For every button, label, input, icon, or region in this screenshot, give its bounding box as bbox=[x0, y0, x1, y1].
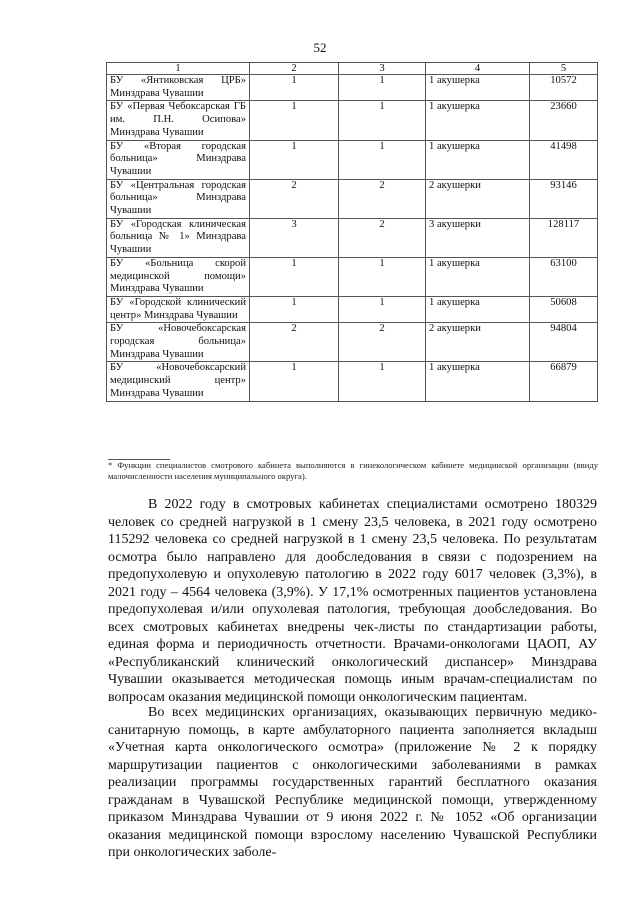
organization-cell: БУ «Янтиковская ЦРБ» Минздрава Чувашии bbox=[107, 75, 250, 101]
organization-cell: БУ «Больница скорой медицинской помощи» Минздрава Чувашии bbox=[107, 257, 250, 296]
midwives-table bbox=[106, 62, 598, 402]
count-cell: 2 bbox=[339, 218, 426, 257]
column-header-4: 4 bbox=[426, 63, 530, 75]
table-row bbox=[107, 362, 598, 401]
table-row bbox=[107, 101, 598, 140]
page-number: 52 bbox=[313, 40, 327, 55]
column-header-3: 3 bbox=[339, 63, 426, 75]
organization-cell: БУ «Новочебоксарская городская больница» Минздрава Чувашии bbox=[107, 323, 250, 362]
count-cell: 2 bbox=[250, 323, 339, 362]
body-paragraph-2: Во всех медицинских организациях, оказывающих первичную медико-санитарную помощь, в карте амбулаторного пациента заполняется вкладыш «Учетная карта онкологического осмотра» (приложение № 2 к порядку маршрутизации пациентов с онкологическими заболеваниями в рамках реализации программы государственных гарантий бесплатного оказания гражданам в Чувашской Республике медицинской помощи, утвержденному приказом Минздрава Чувашии от 9 июня 2022 г. № 1052 «Об организации оказания медицинской помощи взрослому населению Чувашской Республики при онкологических заболе- bbox=[108, 705, 597, 860]
staff-cell: 3 акушерки bbox=[426, 218, 530, 257]
organization-cell: БУ «Городской клинический центр» Минздрава Чувашии bbox=[107, 296, 250, 322]
staff-cell: 1 акушерка bbox=[426, 101, 530, 140]
table-row bbox=[107, 140, 598, 179]
count-cell: 1 bbox=[250, 257, 339, 296]
population-cell: 94804 bbox=[530, 323, 598, 362]
population-cell: 93146 bbox=[530, 179, 598, 218]
table-row bbox=[107, 296, 598, 322]
column-header-1: 1 bbox=[107, 63, 250, 75]
count-cell: 2 bbox=[250, 179, 339, 218]
footnote: * Функции специалистов смотрового кабинета выполняются в гинекологическом кабинете медицинской организации (ввиду малочисленности населения муниципального округа). bbox=[108, 460, 598, 481]
table-row bbox=[107, 257, 598, 296]
population-cell: 128117 bbox=[530, 218, 598, 257]
population-cell: 23660 bbox=[530, 101, 598, 140]
column-header-2: 2 bbox=[250, 63, 339, 75]
table-header-row bbox=[107, 63, 598, 75]
count-cell: 1 bbox=[339, 362, 426, 401]
count-cell: 2 bbox=[339, 179, 426, 218]
population-cell: 41498 bbox=[530, 140, 598, 179]
count-cell: 1 bbox=[250, 75, 339, 101]
staff-cell: 2 акушерки bbox=[426, 323, 530, 362]
count-cell: 2 bbox=[339, 323, 426, 362]
staff-cell: 1 акушерка bbox=[426, 362, 530, 401]
table-row bbox=[107, 323, 598, 362]
count-cell: 1 bbox=[339, 140, 426, 179]
staff-cell: 2 акушерки bbox=[426, 179, 530, 218]
organization-cell: БУ «Вторая городская больница» Минздрава Чувашии bbox=[107, 140, 250, 179]
count-cell: 1 bbox=[250, 362, 339, 401]
table-row bbox=[107, 75, 598, 101]
count-cell: 1 bbox=[250, 296, 339, 322]
population-cell: 50608 bbox=[530, 296, 598, 322]
population-cell: 10572 bbox=[530, 75, 598, 101]
staff-cell: 1 акушерка bbox=[426, 75, 530, 101]
staff-cell: 1 акушерка bbox=[426, 140, 530, 179]
staff-cell: 1 акушерка bbox=[426, 257, 530, 296]
count-cell: 1 bbox=[339, 296, 426, 322]
organization-cell: БУ «Новочебоксарский медицинский центр» Минздрава Чувашии bbox=[107, 362, 250, 401]
body-paragraph-1: В 2022 году в смотровых кабинетах специалистами осмотрено 180329 человек со средней нагрузкой в 1 смену 23,5 человека, в 2021 году осмотрено 115292 человека со средней нагрузкой в 1 смену 23,5 человека. По результатам осмотра было направлено для дообследования в связи с подозрением на предопухолевую и опухолевую патологию в 2022 году 6017 человек (3,3%), в 2021 году – 4564 человека (3,9%). У 17,1% осмотренных пациентов установлена предопухолевая и/или опухолевая патология, требующая дообследования. Во всех смотровых кабинетах внедрены чек-листы по стандартизации работы, единая форма и периодичность отчетности. Врачами-онкологами ЦАОП, АУ «Республиканский клинический онкологический диспансер» Минздрава Чувашии оказывается методическая помощь иным врачам-специалистам по вопросам оказания медицинской помощи онкологическим пациентам. bbox=[108, 497, 597, 705]
organization-cell: БУ «Первая Чебоксарская ГБ им. П.Н. Осипова» Минздрава Чувашии bbox=[107, 101, 250, 140]
count-cell: 1 bbox=[250, 140, 339, 179]
table-row bbox=[107, 218, 598, 257]
count-cell: 1 bbox=[250, 101, 339, 140]
count-cell: 1 bbox=[339, 75, 426, 101]
organization-cell: БУ «Городская клиническая больница № 1» Минздрава Чувашии bbox=[107, 218, 250, 257]
staff-cell: 1 акушерка bbox=[426, 296, 530, 322]
population-cell: 66879 bbox=[530, 362, 598, 401]
column-header-5: 5 bbox=[530, 63, 598, 75]
count-cell: 3 bbox=[250, 218, 339, 257]
population-cell: 63100 bbox=[530, 257, 598, 296]
count-cell: 1 bbox=[339, 257, 426, 296]
organization-cell: БУ «Центральная городская больница» Минздрава Чувашии bbox=[107, 179, 250, 218]
table-row bbox=[107, 179, 598, 218]
count-cell: 1 bbox=[339, 101, 426, 140]
